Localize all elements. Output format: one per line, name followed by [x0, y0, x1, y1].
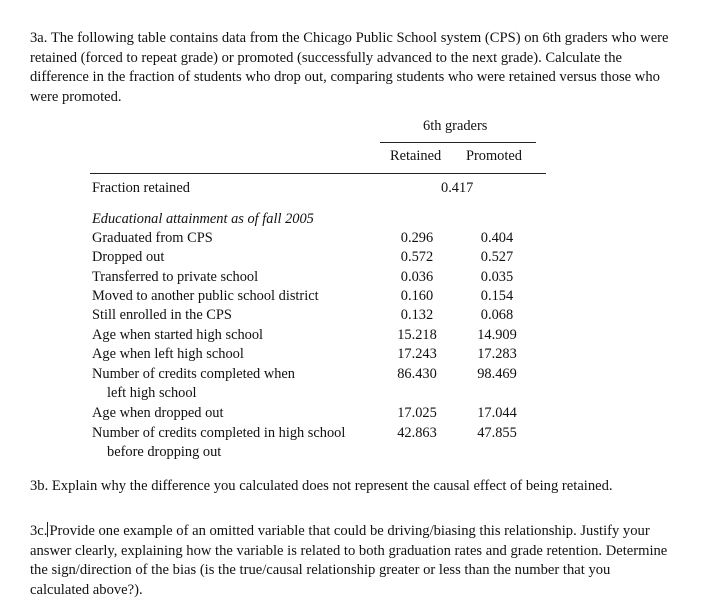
- row-value-promoted: 0.527: [480, 249, 514, 265]
- row-value-promoted: 0.068: [480, 307, 514, 323]
- row-value-promoted: 0.035: [480, 269, 514, 285]
- question-3c-text: Provide one example of an omitted variable that could be driving/biasing this relationship. Justify your answer clearly, explaining how the variable is related to both graduation rates and grade retention. Determine the sign/direction of the bias (is the true/causal relationship greater or less than the number that you calculated above?).: [30, 523, 668, 598]
- header-bottom-rule: [90, 173, 546, 174]
- row-value-retained: 0.036: [400, 269, 434, 285]
- col-header-retained: Retained: [390, 148, 442, 164]
- row-value-promoted: 0.154: [480, 288, 514, 304]
- group-header-rule: [380, 142, 536, 143]
- row-value-promoted: 98.469: [477, 366, 517, 382]
- group-header: 6th graders: [423, 118, 488, 134]
- fraction-retained-label: Fraction retained: [92, 180, 190, 196]
- row-label: Number of credits completed when: [92, 366, 296, 382]
- row-value-retained: 17.025: [397, 405, 437, 421]
- row-label: Age when dropped out: [92, 405, 224, 421]
- row-label: Age when left high school: [92, 346, 244, 362]
- row-label: Graduated from CPS: [92, 230, 213, 246]
- col-header-promoted: Promoted: [466, 148, 522, 164]
- row-value-retained: 15.218: [397, 327, 437, 343]
- row-label: Age when started high school: [92, 327, 264, 343]
- row-label: Dropped out: [92, 249, 165, 265]
- row-value-retained: 42.863: [397, 425, 437, 441]
- row-value-promoted: 17.044: [477, 405, 517, 421]
- row-value-retained: 17.243: [397, 346, 437, 362]
- row-value-promoted: 47.855: [477, 425, 517, 441]
- question-3c: [30, 522, 670, 600]
- question-3a-text: The following table contains data from the Chicago Public School system (CPS) on 6th graders who were retained (forced to repeat grade) or promoted (successfully advanced to the next grade). Calculate the difference in the fraction of students who drop out, comparing students who were retained versus those who were promoted.: [30, 30, 669, 105]
- fraction-retained-value: 0.417: [441, 180, 474, 196]
- row-label: Transferred to private school: [92, 269, 259, 285]
- question-3c-label: 3c.: [30, 523, 48, 539]
- section-title: Educational attainment as of fall 2005: [92, 211, 314, 227]
- question-3b: 3b. Explain why the difference you calculated does not represent the causal effect of being retained.: [30, 478, 613, 494]
- question-3a-label: 3a.: [30, 30, 48, 46]
- row-label-continued: before dropping out: [107, 444, 222, 460]
- row-value-promoted: 17.283: [477, 346, 517, 362]
- row-label-continued: left high school: [107, 385, 197, 401]
- row-value-promoted: 0.404: [480, 230, 514, 246]
- row-value-retained: 0.132: [400, 307, 434, 323]
- row-value-retained: 0.160: [400, 288, 434, 304]
- row-label: Moved to another public school district: [92, 288, 319, 304]
- row-value-retained: 0.296: [400, 230, 434, 246]
- row-value-retained: 0.572: [400, 249, 434, 265]
- row-value-promoted: 14.909: [477, 327, 517, 343]
- row-label: Still enrolled in the CPS: [92, 307, 232, 323]
- row-value-retained: 86.430: [397, 366, 437, 382]
- row-label: Number of credits completed in high school: [92, 425, 346, 441]
